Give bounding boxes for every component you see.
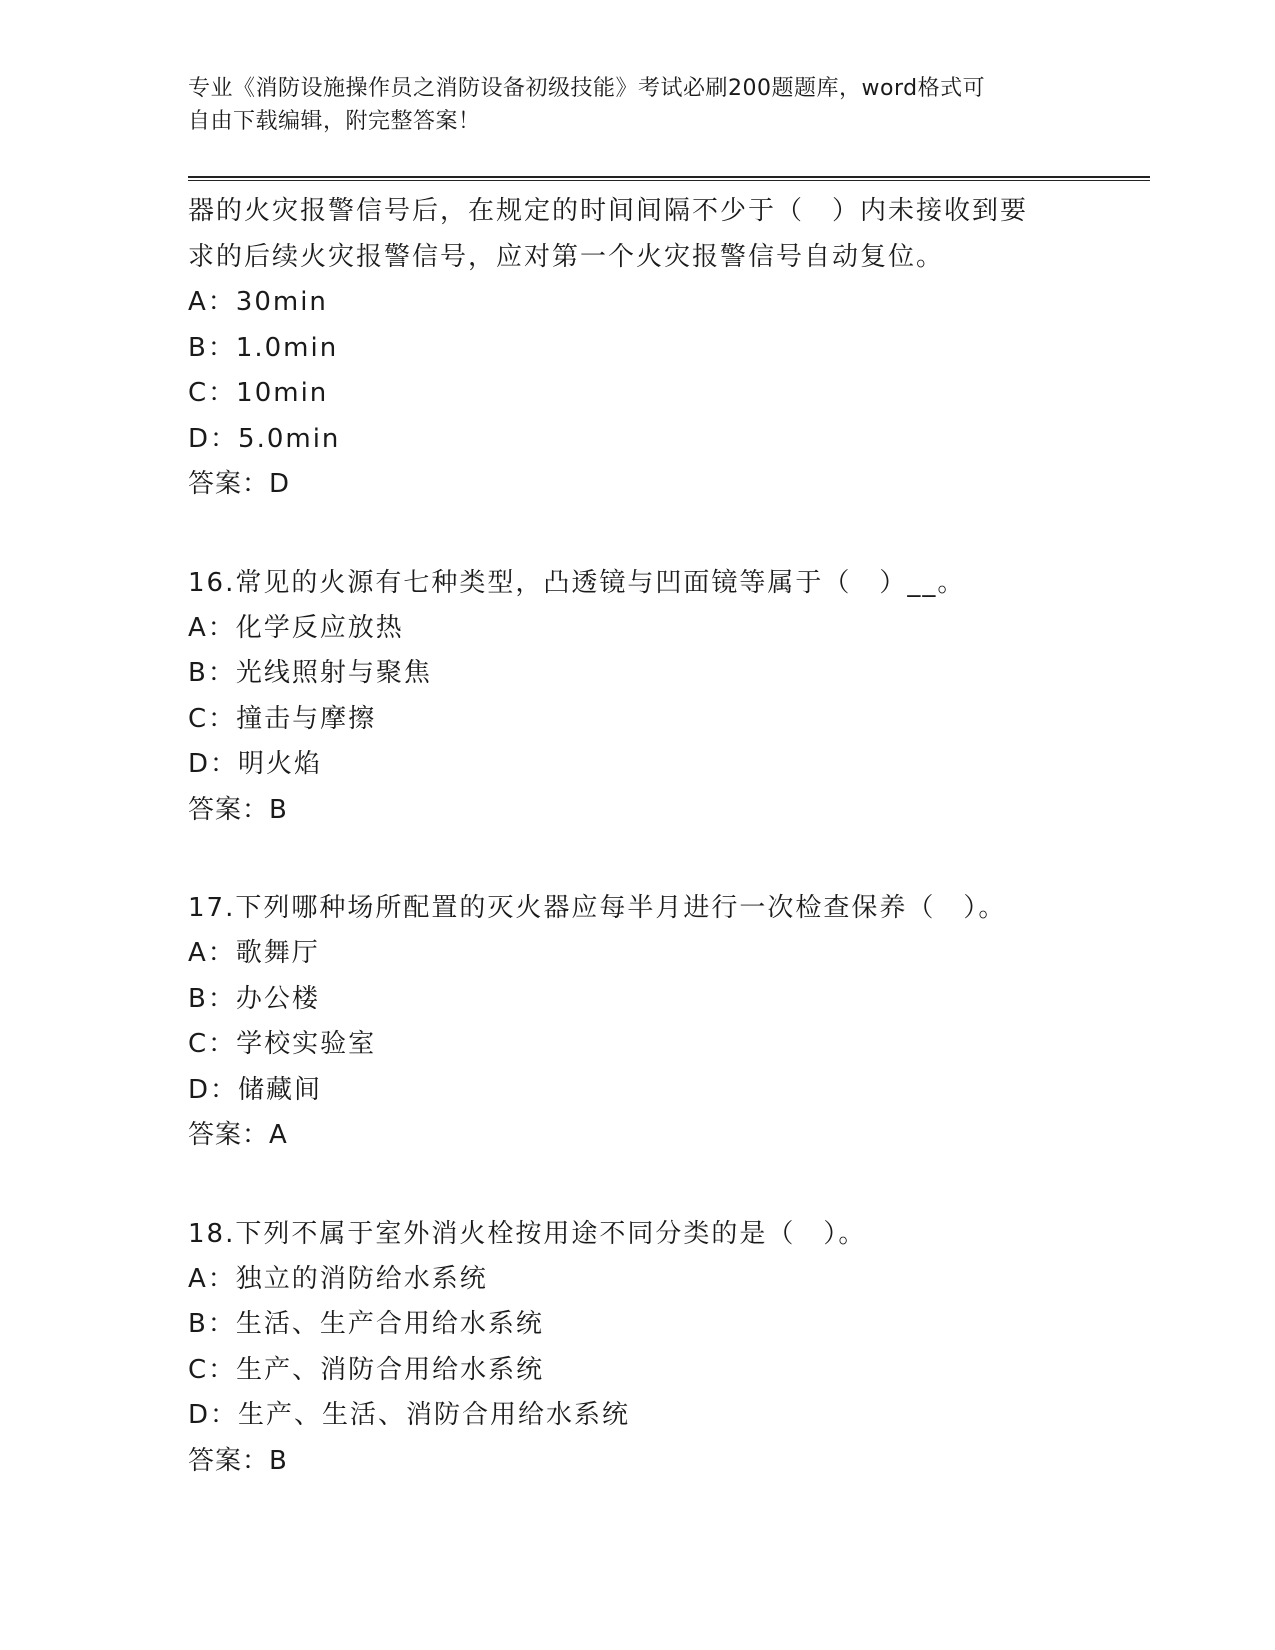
option-a: A：歌舞厅 [188, 938, 320, 968]
answer: 答案：B [188, 794, 288, 825]
question-17 [188, 885, 1088, 1159]
question-text: 16.常见的火源有七种类型，凸透镜与凹面镜等属于（ ）__。 [188, 567, 966, 598]
spacer [188, 1159, 1088, 1211]
option-b: B：生活、生产合用给水系统 [188, 1309, 544, 1339]
header-line-2: 自由下载编辑，附完整答案！ [188, 109, 481, 134]
option-c: C：10min [188, 378, 329, 408]
option-c: C：学校实验室 [188, 1029, 377, 1059]
page-header [188, 72, 1088, 138]
question-16 [188, 560, 1088, 834]
option-b: B：光线照射与聚焦 [188, 658, 432, 688]
question-15-continued [188, 188, 1088, 508]
spacer [188, 508, 1088, 560]
option-c: C：生产、消防合用给水系统 [188, 1354, 545, 1385]
question-text: 17.下列哪种场所配置的灭火器应每半月进行一次检查保养（ ）。 [188, 893, 1007, 923]
option-a: A：独立的消防给水系统 [188, 1263, 488, 1294]
answer: 答案：B [188, 1445, 288, 1476]
header-line-1: 专业《消防设施操作员之消防设备初级技能》考试必刷200题题库，word格式可 [188, 76, 986, 101]
option-a: A：化学反应放热 [188, 612, 404, 643]
question-text-line: 器的火灾报警信号后，在规定的时间间隔不少于（ ）内未接收到要 [188, 196, 1029, 226]
option-b: B：1.0min [188, 332, 339, 363]
answer: 答案：A [188, 1120, 288, 1150]
question-text: 18.下列不属于室外消火栓按用途不同分类的是（ ）。 [188, 1218, 867, 1249]
option-a: A：30min [188, 287, 328, 317]
option-d: D：5.0min [188, 423, 341, 454]
option-d: D：生产、生活、消防合用给水系统 [188, 1400, 631, 1430]
option-c: C：撞击与摩擦 [188, 703, 377, 734]
header-rule [188, 176, 1150, 181]
question-list [188, 188, 1088, 1484]
option-d: D：明火焰 [188, 749, 323, 779]
answer: 答案：D [188, 469, 291, 499]
option-b: B：办公楼 [188, 983, 320, 1014]
question-text-line: 求的后续火灾报警信号，应对第一个火灾报警信号自动复位。 [188, 242, 945, 272]
question-18 [188, 1211, 1088, 1485]
spacer [188, 833, 1088, 885]
option-d: D：储藏间 [188, 1074, 323, 1105]
